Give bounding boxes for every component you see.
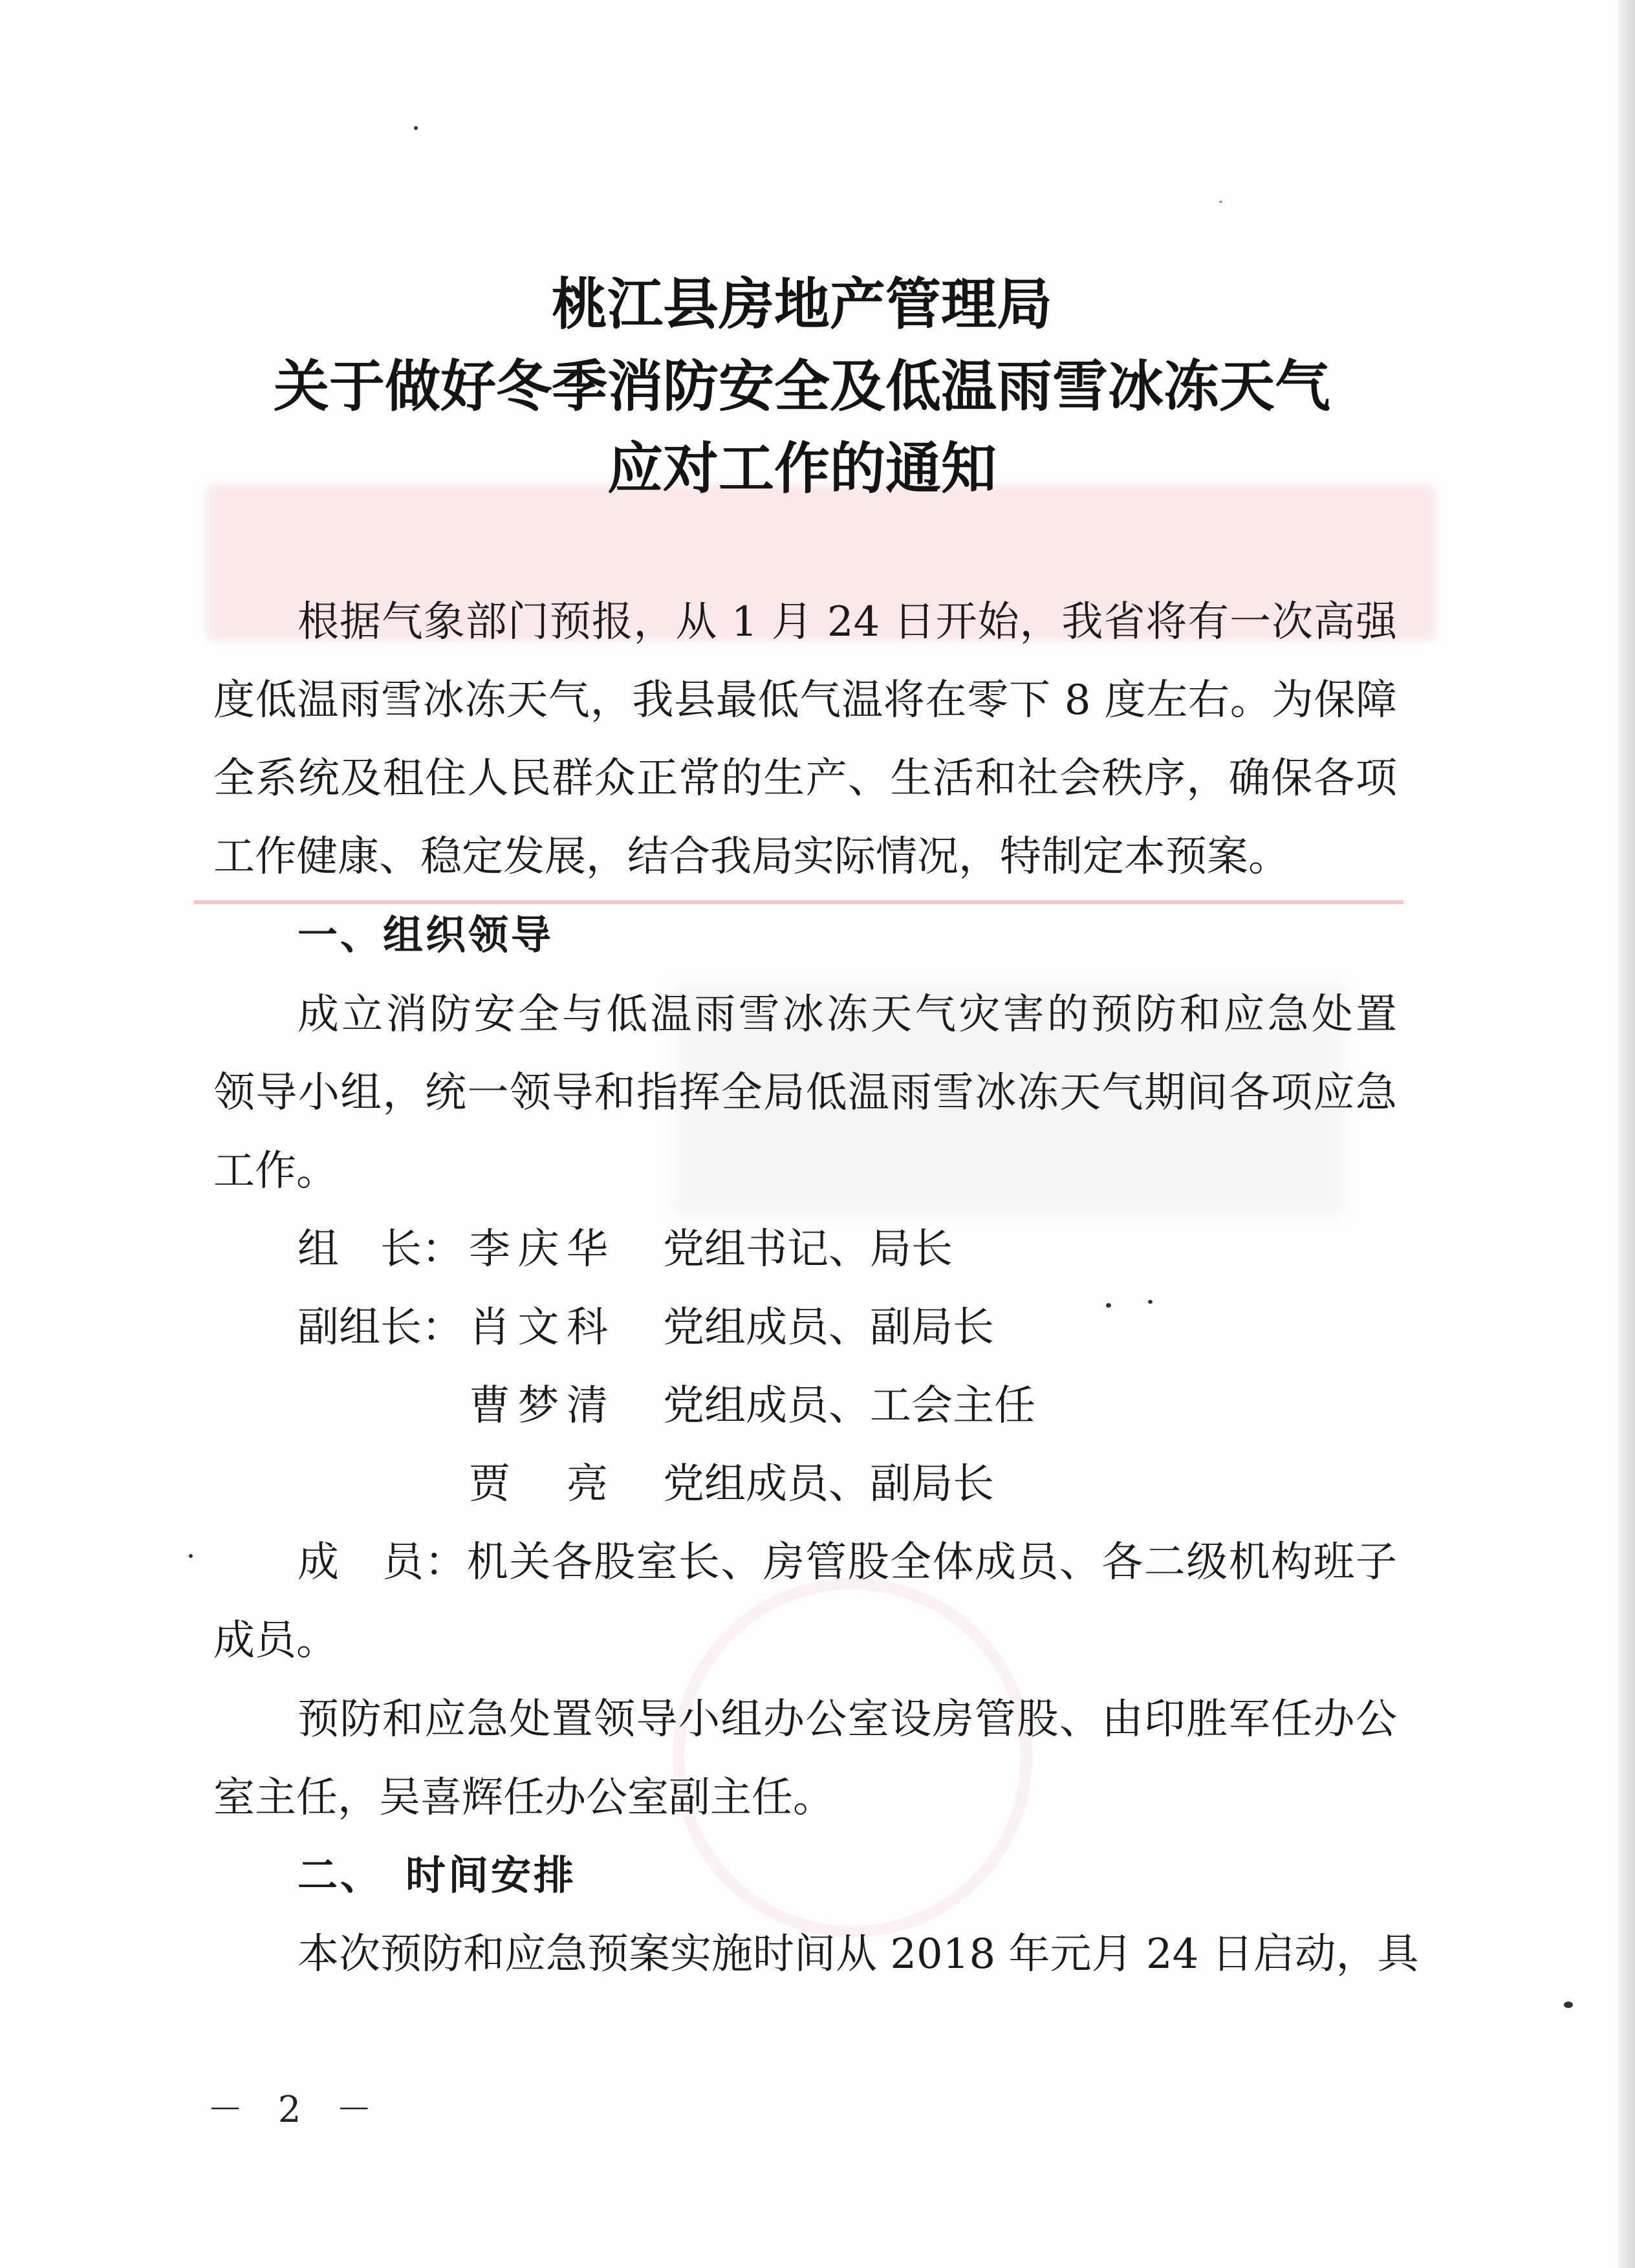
office-line: 室主任，吴喜辉任办公室副主任。 [213,1774,834,1822]
roster-name: 曹梦清 [469,1382,608,1430]
scan-speck [1148,1300,1153,1304]
intro-line: 根据气象部门预报，从 1 月 24 日开始，我省将有一次高强 [298,598,1397,646]
document-title-line-3: 应对工作的通知 [607,436,997,501]
scan-speck [189,1554,193,1558]
roster-name: 肖文科 [469,1304,608,1352]
roster-title: 党组成员、副局长 [663,1304,994,1352]
scan-speck [414,126,418,130]
scan-edge [1618,0,1635,2268]
roster-name: 贾 亮 [469,1460,608,1508]
scan-speck [1106,1303,1111,1308]
members-line: 成员。 [213,1617,338,1665]
roster-label: 副组长： [298,1304,463,1352]
roster-title: 党组书记、局长 [663,1226,953,1273]
roster-title: 党组成员、副局长 [663,1460,994,1508]
scan-speck [1219,200,1222,203]
section2-line: 本次预防和应急预案实施时间从 2018 年元月 24 日启动，具 [298,1930,1419,1978]
section1-line: 领导小组，统一领导和指挥全局低温雨雪冰冻天气期间各项应急 [213,1069,1397,1117]
intro-line: 工作健康、稳定发展，结合我局实际情况，特制定本预案。 [213,833,1290,881]
page-number: － 2 － [207,2089,384,2131]
roster-name: 李庆华 [469,1226,608,1273]
intro-line: 度低温雨雪冰冻天气，我县最低气温将在零下 8 度左右。为保障 [213,676,1397,724]
section-heading-organization: 一、组织领导 [298,911,554,958]
intro-line: 全系统及租住人民群众正常的生产、生活和社会秩序，确保各项 [213,755,1397,803]
section-heading-schedule: 二、 时间安排 [298,1852,577,1899]
section1-line: 成立消防安全与低温雨雪冰冻天气灾害的预防和应急处置 [298,991,1397,1039]
roster-label: 组 长： [298,1226,463,1273]
members-line: 成 员：机关各股室长、房管股全体成员、各二级机构班子 [298,1539,1397,1586]
section1-line: 工作。 [213,1147,338,1195]
roster-title: 党组成员、工会主任 [663,1382,1035,1430]
scan-speck [1564,2002,1573,2008]
bleed-through-red-rule [194,900,1403,904]
office-line: 预防和应急处置领导小组办公室设房管股、由印胜军任办公 [298,1696,1397,1744]
document-title-line-2: 关于做好冬季消防安全及低温雨雪冰冻天气 [274,354,1330,419]
document-title-line-1: 桃江县房地产管理局 [552,272,1052,337]
